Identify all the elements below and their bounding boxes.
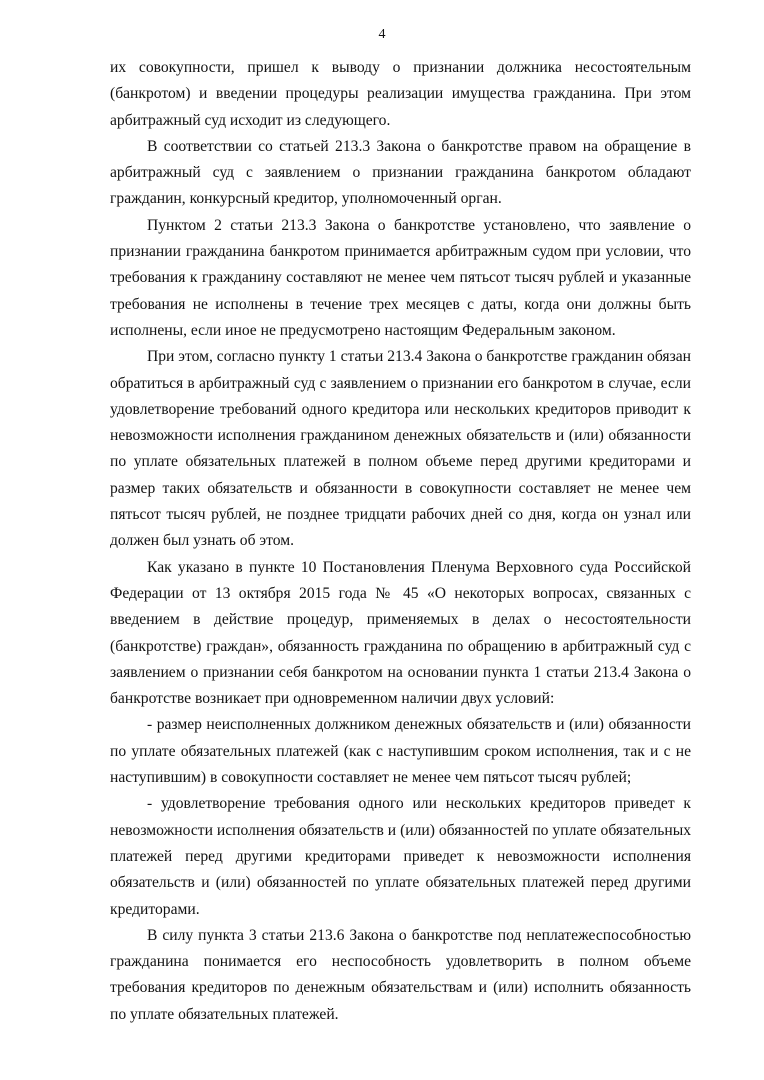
paragraph-7-list-item: - удовлетворение требования одного или нескольких кредиторов приведет к невозможности исполнения обязательств и (или) обязанностей по уплате обязательных платежей перед другими кредиторами приведет к невозможности исполнения обязательств и (или) обязанностей по уплате обязательных платежей перед другими кредиторами. — [110, 795, 691, 918]
paragraph-5: Как указано в пункте 10 Постановления Пленума Верховного суда Российской Федерации от 13 октября 2015 года № 45 «О некоторых вопросах, связанных с введением в действие процедур, применяемых в делах о несостоятельности (банкротстве) граждан», обязанность гражданина по обращению в арбитражный суд с заявлением о признании себя банкротом на основании пункта 1 статьи 213.4 Закона о банкротстве возникает при одновременном наличии двух условий: — [110, 558, 691, 708]
paragraph-1: их совокупности, пришел к выводу о признании должника несостоятельным (банкротом) и введении процедуры реализации имущества гражданина. При этом арбитражный суд исходит из следующего. — [110, 59, 691, 129]
paragraph-6-list-item: - размер неисполненных должником денежных обязательств и (или) обязанности по уплате обязательных платежей (как с наступившим сроком исполнения, так и с не наступившим) в совокупности составляет не менее чем пятьсот тысяч рублей; — [110, 716, 691, 787]
document-body — [110, 55, 691, 1028]
paragraph-4: При этом, согласно пункту 1 статьи 213.4 Закона о банкротстве гражданин обязан обратиться в арбитражный суд с заявлением о признании его банкротом в случае, если удовлетворение требований одного кредитора или нескольких кредиторов приводит к невозможности исполнения гражданином денежных обязательств и (или) обязанности по уплате обязательных платежей в полном объеме перед другими кредиторами и размер таких обязательств и обязанности в совокупности составляет не менее чем пятьсот тысяч рублей, не позднее тридцати рабочих дней со дня, когда он узнал или должен был узнать об этом. — [110, 348, 691, 550]
page-number: 4 — [378, 27, 386, 42]
paragraph-3: Пунктом 2 статьи 213.3 Закона о банкротстве установлено, что заявление о признании гражданина банкротом принимается арбитражным судом при условии, что требования к гражданину составляют не менее чем пятьсот тысяч рублей и указанные требования не исполнены в течение трех месяцев с даты, когда они должны быть исполнены, если иное не предусмотрено настоящим Федеральным законом. — [110, 216, 691, 339]
paragraph-2: В соответствии со статьей 213.3 Закона о банкротстве правом на обращение в арбитражный суд с заявлением о признании гражданина банкротом обладают гражданин, конкурсный кредитор, уполномоченный орган. — [110, 137, 691, 208]
paragraph-8: В силу пункта 3 статьи 213.6 Закона о банкротстве под неплатежеспособностью гражданина понимается его неспособность удовлетворить в полном объеме требования кредиторов по денежным обязательствам и (или) исполнить обязанность по уплате обязательных платежей. — [110, 926, 691, 1023]
